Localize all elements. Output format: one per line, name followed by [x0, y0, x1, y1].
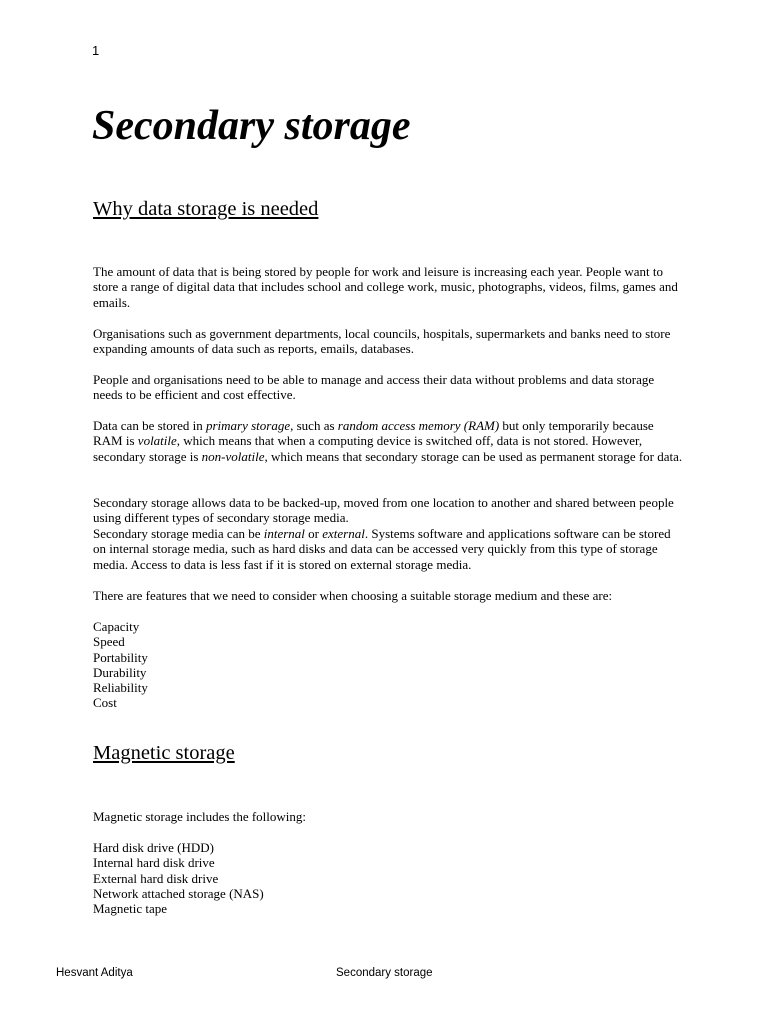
text-run: , which means that secondary storage can be used as permanent storage for data.: [264, 448, 683, 464]
text-run: or: [304, 526, 323, 541]
list-item: Magnetic tape: [93, 901, 167, 917]
list-item: Cost: [93, 695, 117, 711]
term-primary-storage: primary storage: [205, 418, 291, 433]
document-title: Secondary storage: [92, 103, 411, 149]
section-heading-magnetic-storage: Magnetic storage: [93, 742, 235, 764]
text-run: . Systems software and applications software can be stored on internal storage media, such as hard disks and data can be accessed very quickly from this type of storage media. Access to data is less fast if it is stored on external storage media.: [93, 526, 671, 572]
text-run: Data can be stored in: [93, 418, 206, 433]
paragraph-backup: Secondary storage allows data to be backed-up, moved from one location to another and shared between people using different types of secondary storage media.: [93, 495, 674, 526]
list-item: External hard disk drive: [93, 870, 219, 886]
paragraph-primary-vs-secondary: [93, 418, 683, 464]
paragraph-organisations: Organisations such as government departments, local councils, hospitals, supermarkets and banks need to store expanding amounts of data such as reports, emails, databases.: [93, 326, 671, 357]
list-item: Portability: [93, 649, 148, 665]
footer-document-title: Secondary storage: [336, 967, 433, 979]
section-heading-why-storage: Why data storage is needed: [93, 198, 319, 220]
term-non-volatile: non-volatile: [201, 448, 265, 464]
list-item: Network attached storage (NAS): [93, 885, 264, 901]
term-volatile: volatile: [137, 433, 177, 449]
paragraph-magnetic-intro: Magnetic storage includes the following:: [93, 809, 307, 824]
paragraph-manage-access: People and organisations need to be able to manage and access their data without problems and data storage needs to be efficient and cost effective.: [93, 372, 655, 403]
term-ram: random access memory (RAM): [337, 418, 500, 433]
list-item: Internal hard disk drive: [93, 855, 215, 871]
paragraph-internal-external: [93, 526, 683, 572]
paragraph-data-growth: The amount of data that is being stored by people for work and leisure is increasing each year. People want to store a range of digital data that includes school and college work, music, photographs, videos, films, games and emails.: [93, 264, 678, 310]
magnetic-storage-list: [93, 840, 264, 916]
page-number: 1: [92, 43, 100, 58]
paragraph-features-intro: There are features that we need to consider when choosing a suitable storage medium and these are:: [93, 588, 613, 603]
list-item: Capacity: [93, 619, 140, 634]
text-run: , which means that when a computing device is switched off, data is not stored. However, secondary storage is: [93, 433, 643, 464]
term-internal: internal: [263, 526, 305, 541]
features-list: [93, 619, 148, 711]
text-run: but only temporarily because RAM is: [93, 418, 654, 449]
list-item: Speed: [93, 634, 125, 650]
list-item: Reliability: [93, 680, 148, 696]
term-external: external: [322, 526, 365, 541]
footer-author: Hesvant Aditya: [56, 967, 133, 979]
list-item: Durability: [93, 664, 147, 680]
text-run: Secondary storage media can be: [93, 526, 264, 541]
list-item: Hard disk drive (HDD): [93, 840, 214, 855]
text-run: , such as: [290, 418, 338, 433]
